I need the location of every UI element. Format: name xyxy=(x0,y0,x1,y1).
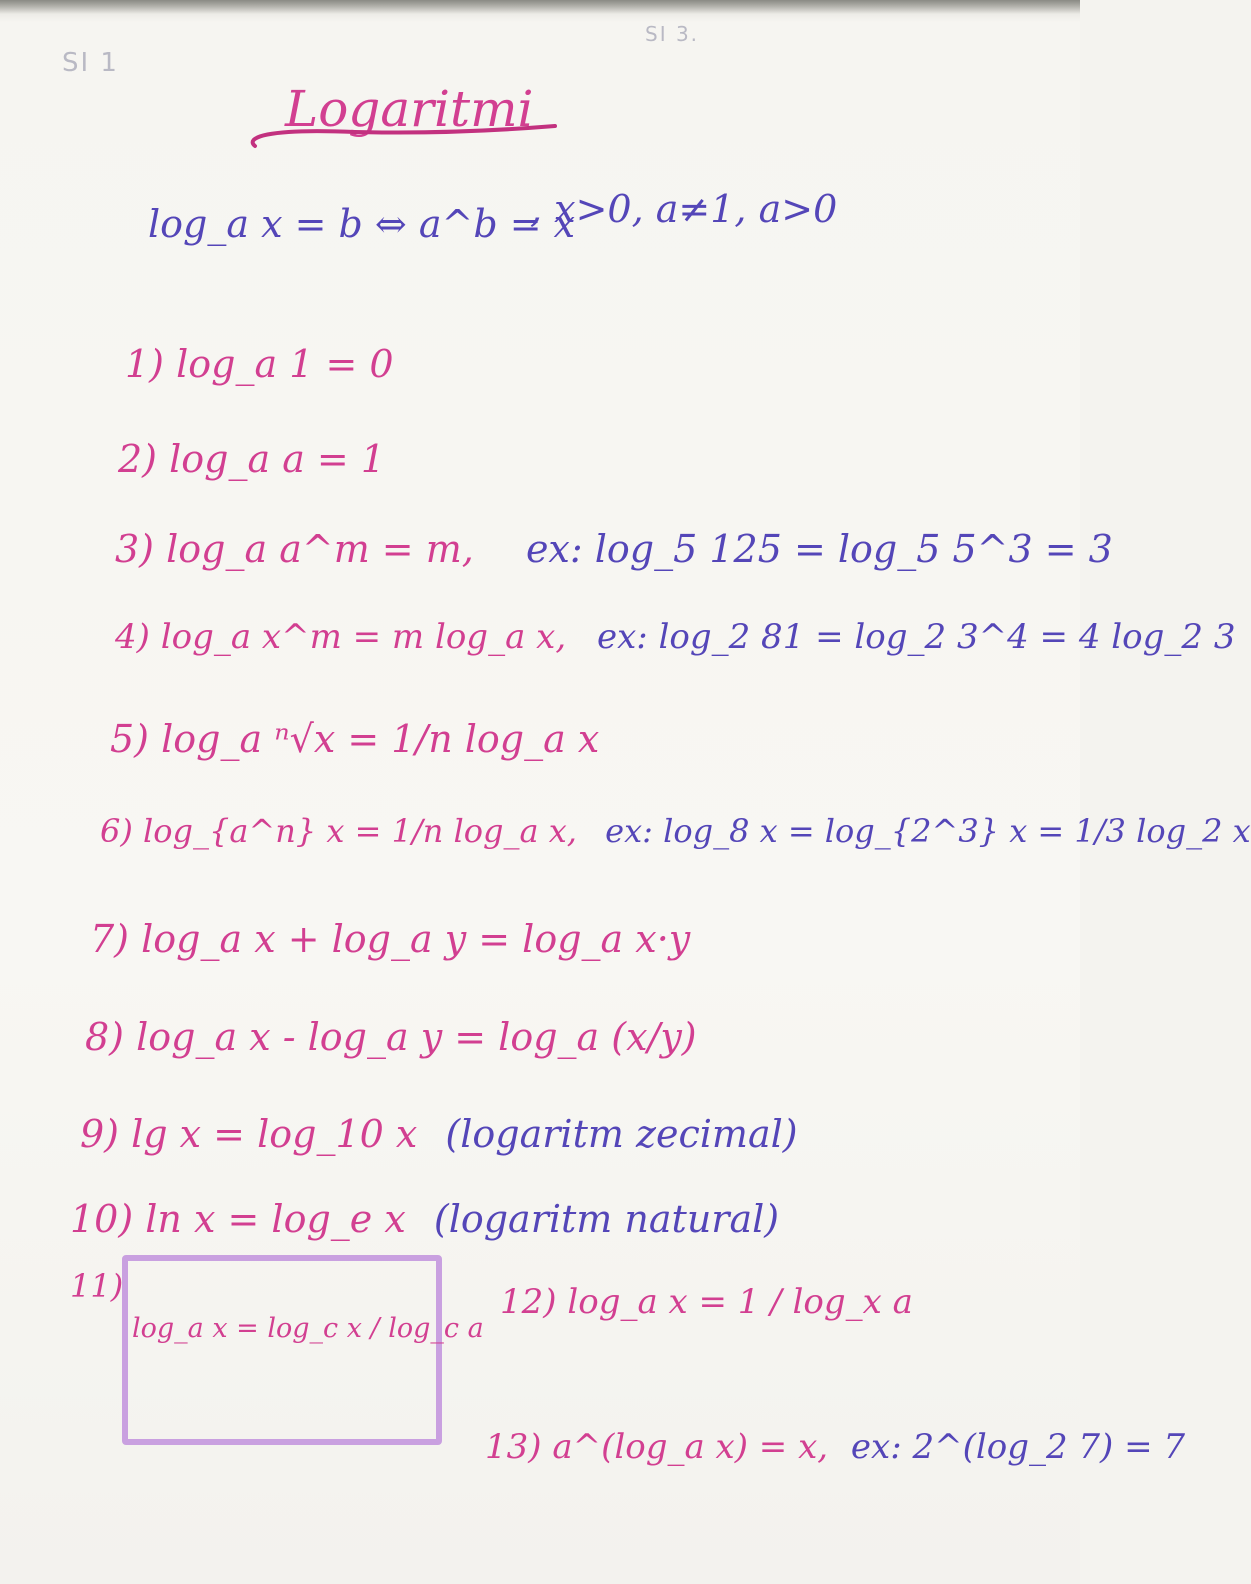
rule-formula: log_a a = 1 xyxy=(169,437,386,481)
title-underline xyxy=(235,108,565,158)
rule-3 xyxy=(115,527,1113,571)
rule-formula: log_a ⁿ√x = 1/n log_a x xyxy=(161,717,600,761)
rule-note: (logaritm zecimal) xyxy=(445,1112,798,1156)
rule-11-number: 11) xyxy=(70,1267,124,1305)
rule-number: 5) xyxy=(110,717,150,761)
rule-formula: log_a x - log_a y = log_a (x/y) xyxy=(136,1015,697,1059)
page-corner-label-left: SI 1 xyxy=(62,48,119,78)
rule-formula: lg x = log_10 x xyxy=(131,1112,418,1156)
page-corner-label-right: SI 3. xyxy=(645,22,700,46)
rule-number: 10) xyxy=(70,1197,134,1241)
rule-number: 3) xyxy=(115,527,155,571)
rule-8 xyxy=(85,1015,697,1059)
rule-formula: log_a x = 1 / log_x a xyxy=(567,1282,913,1322)
rule-number: 1) xyxy=(125,342,165,386)
rule-number: 8) xyxy=(85,1015,125,1059)
rule-formula: a^(log_a x) = x, xyxy=(552,1427,829,1467)
rule-formula: log_{a^n} x = 1/n log_a x, xyxy=(143,812,577,850)
page-title: Logaritmi xyxy=(285,80,534,138)
rule-number: 4) xyxy=(115,617,150,657)
rule-number: 9) xyxy=(80,1112,120,1156)
rule-number: 6) xyxy=(100,812,133,850)
rule-formula: ln x = log_e x xyxy=(145,1197,406,1241)
rule-number: 2) xyxy=(118,437,158,481)
rule-7 xyxy=(90,917,691,961)
highlight-box xyxy=(122,1255,442,1445)
rule-5 xyxy=(110,717,600,761)
rule-number: 13) xyxy=(485,1427,542,1467)
rule-formula: log_a x + log_a y = log_a x·y xyxy=(141,917,691,961)
rule-1 xyxy=(125,342,394,386)
rule-9 xyxy=(80,1112,798,1156)
rule-example: ex: log_2 81 = log_2 3^4 = 4 log_2 3 xyxy=(596,617,1236,657)
rule-number: 12) xyxy=(500,1282,557,1322)
rule-example: ex: log_5 125 = log_5 5^3 = 3 xyxy=(525,527,1113,571)
rule-2 xyxy=(118,437,386,481)
rule-formula: log_a 1 = 0 xyxy=(176,342,394,386)
definition-formula: log_a x = b ⇔ a^b = x xyxy=(148,202,576,246)
rule-example: ex: 2^(log_2 7) = 7 xyxy=(850,1427,1186,1467)
rule-6 xyxy=(100,812,1251,850)
rule-11-formula: log_a x = log_c x / log_c a xyxy=(132,1313,484,1344)
definition-conditions: , x>0, a≠1, a>0 xyxy=(530,187,838,231)
rule-10 xyxy=(70,1197,780,1241)
rule-formula: log_a a^m = m, xyxy=(166,527,474,571)
rule-12 xyxy=(500,1282,913,1322)
rule-13 xyxy=(485,1427,1186,1467)
rule-example: ex: log_8 x = log_{2^3} x = 1/3 log_2 x xyxy=(605,812,1251,850)
rule-4 xyxy=(115,617,1236,657)
rule-note: (logaritm natural) xyxy=(433,1197,780,1241)
rule-formula: log_a x^m = m log_a x, xyxy=(160,617,567,657)
page-top-shadow xyxy=(0,0,1080,14)
rule-number: 7) xyxy=(90,917,130,961)
